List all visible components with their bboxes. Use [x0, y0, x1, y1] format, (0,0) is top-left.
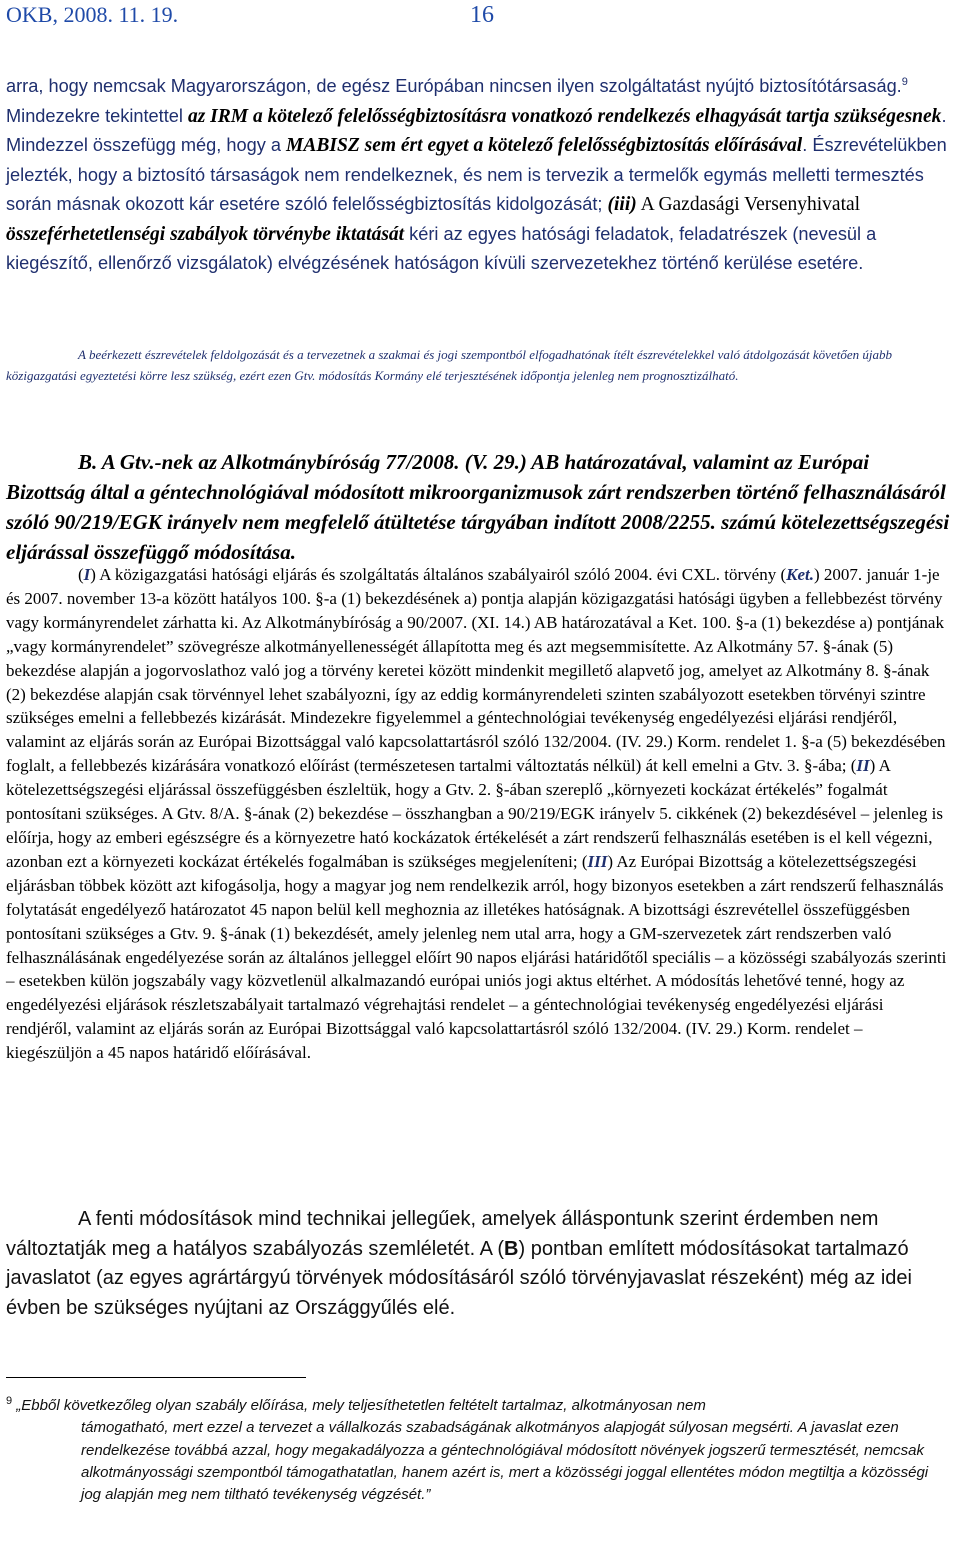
item-marker-b: B: [504, 1237, 519, 1260]
emphasis-iii: (iii): [607, 194, 637, 215]
footnote-9: $^9$ „Ebből következőleg olyan szabály előírása, mely teljesíthetetlen feltételt tartalmaz, alkotmányosan nem támogatható, mert ezzel a tervezet a vállalkozás szabadságának alkotmányos alapjogát súlyosan megsérti. A javaslat ezen rendelkezése továbbá azzal, hogy megakadályozza a géntechnológiával módosított növények jogszerű termesztését, nemcsak alkotmányossági szempontból támogathatatlan, hanem azért is, mert a közösségi joggal ellentétes módon megtiltja a közösségi jog alapján meg nem tiltható tevékenység végzését.”: [6, 1395, 929, 1504]
emphasis-irm: az IRM a kötelező felelősségbiztosításra vonatkozó rendelkezés elhagyását tartja szükségesnek: [187, 105, 942, 127]
footnote-number: 9: [6, 1395, 13, 1407]
paragraph-amendments: (I) A közigazgatási hatósági eljárás és szolgáltatás általános szabályairól szóló 2004. évi CXL. törvény (Ket.) 2007. január 1-je és 2007. november 13-a között hatályos 100. §-a (1) bekezdésének a) pontja alapján közigazgatási hatósági ügyben a fellebbezést törvény vagy kormányrendelet zárhatta ki. Az Alkotmánybíróság a 90/2007. (XI. 14.) AB határozatával a Ket. 100. §-a (1) bekezdése a) pontjának „vagy kormányrendelet” szövegrésze alkotmányellenességét állapította meg és azt megsemmisítette. Az Alkotmány 57. §-ának (5) bekezdése alapján a jogorvoslathoz való jog a törvény keretei között mindenkit megillető alapvető jog, amelyet az Alkotmány 8. §-ának (2) bekezdése alapján csak törvénnyel lehet szabályozni, így az eddig kormányrendeleti szinten szabályozott esetekben törvényi szintre szükséges emelni a fellebbezés kizárását. Mindezekre figyelemmel a géntechnológiai tevékenység engedélyezési eljárási rendjéről, valamint az eljárás során az Európai Bizottsággal való kapcsolattartásról szóló 132/2004. (IV. 29.) Korm. rendelet 1. §-a (5) bekezdésében foglalt, a fellebbezés kizárására vonatkozó előírást (természetesen tartalmi változtatás nélkül) át kell emelni a Gtv. 3. §-ába; (II) A kötelezettségszegési eljárással összefüggésben észleltük, hogy a Gtv. 2. §-ában szereplő „környezeti kockázat értékelés” fogalmát pontosítani szükséges. A Gtv. 8/A. §-ának (2) bekezdése – összhangban a 90/219/EGK irányelv 5. cikkének (2) bekezdésével – jelenleg is előírja, hogy az emberi egészségre és a környezetre ható kockázatok értékelését a zárt rendszerű felhasználás esetében is el kell végezni, azonban ezt a környezeti kockázat értékelés fogalmában is szükséges megjeleníteni; (III) Az Európai Bizottság a kötelezettségszegési eljárásban többek között azt kifogásolja, hogy a magyar jog nem rendelkezik arról, hogy bizonyos esetekben a zárt rendszerű felhasználás folytatását engedélyező határozatot 45 napon belül kell meghoznia az illetékes hatóságnak. A bizottsági észrevétellel összefüggésben pontosítani szükséges a Gtv. 9. §-ának (1) bekezdését, amely jelenleg nem utal arra, hogy a GM-szervezetek zárt rendszerben való felhasználásának engedélyezése során az általános jelleggel előírt 90 napos eljárási határidőtől speciális – a közösségi szabályozás szerinti – esetekben külön jogszabály vagy közvetlenül alkalmazandó európai uniós jogi aktus eltérhet. A módosítás lehetővé tenné, hogy az engedélyezési eljárások részletszabályait tartalmazó végrehajtási rendelet – a géntechnológiai tevékenység engedélyezési eljárási rendjéről, valamint az eljárás során az Európai Bizottsággal való kapcsolattartásról szóló 132/2004. (IV. 29.) Korm. rendelet – kiegészüljön a 45 napos határidő előírásával.: [6, 565, 947, 1063]
abbrev-ket: Ket.: [786, 565, 815, 584]
item-marker-i: I: [83, 565, 91, 584]
item-marker-iii: III: [587, 851, 608, 871]
emphasis-mabisz: MABISZ sem ért egyet a kötelező felelősségbiztosítás előírásával: [286, 135, 803, 156]
footnote-reference[interactable]: 9: [901, 75, 908, 88]
header-date: OKB, 2008. 11. 19.: [6, 2, 179, 27]
emphasis-gvh: összeférhetetlenségi szabályok törvénybe iktatását: [6, 223, 405, 245]
item-marker-ii: II: [856, 756, 870, 776]
page-number: 16: [470, 2, 494, 28]
footnote-divider: [6, 1377, 306, 1378]
paragraph-conclusion: A fenti módosítások mind technikai jellegűek, amelyek álláspontunk szerint érdemben nem változtatják meg a hatályos szabályozás szemléletét. A (B) pontban említett módosításokat tartalmazó javaslatot (az egyes agrártárgyú törvények módosításáról szóló törvényjavaslat részeként) még az idei évben be szükséges nyújtani az Országgyűlés elé.: [6, 1208, 912, 1319]
section-heading-b: B. A Gtv.-nek az Alkotmánybíróság 77/2008. (V. 29.) AB határozatával, valamint az Európai Bizottság által a géntechnológiával módosított mikroorganizmusok zárt rendszerben történő felhasználásáról szóló 90/219/EGK irányelv nem megfelelő átültetése tárgyában indított 2008/2255. számú kötelezettségszegési eljárással összefüggő módosítása.: [6, 450, 950, 564]
paragraph-industry-views: arra, hogy nemcsak Magyarországon, de egész Európában nincsen ilyen szolgáltatást nyújtó biztosítótársaság.$^9$ Mindezekre tekintettel az IRM a kötelező felelősségbiztosításra vonatkozó rendelkezés elhagyását tartja szükségesnek. Mindezzel összefügg még, hogy a MABISZ sem ért egyet a kötelező felelősségbiztosítás előírásával. Észrevételükben jelezték, hogy a biztosító társaságok nem rendelkeznek, és nem is tervezik a termelők egymás melletti termesztés során másnak okozott kár esetére szóló felelősségbiztosítás kidolgozását; (iii) A Gazdasági Versenyhivatal összeférhetetlenségi szabályok törvénybe iktatását kéri az egyes hatósági feladatok, feladatrészek (nevesül a kiegészítő, ellenőrző vizsgálatok) elvégzésének hatóságon kívüli szervezetekhez történő kerülése esetére.: [6, 75, 947, 273]
italic-note: A beérkezett észrevételek feldolgozását és a tervezetnek a szakmai és jogi szempontból elfogadhatónak ítélt észrevételekkel való átdolgozását követően újabb közigazgatási egyeztetési körre lesz szükség, ezért ezen Gtv. módosítás Kormány elé terjesztésének időpontja jelenleg nem prognosztizálható.: [6, 347, 892, 383]
